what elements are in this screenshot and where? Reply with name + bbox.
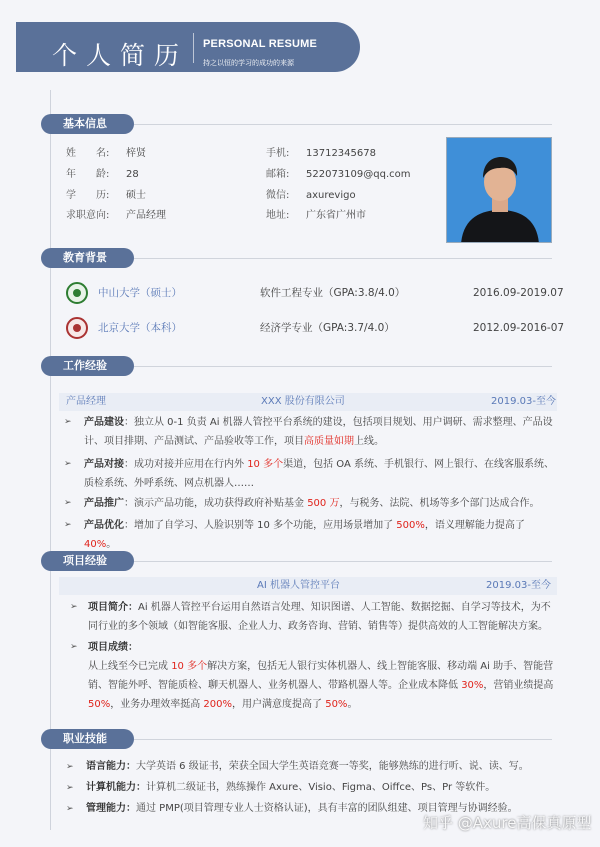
- page-subtitle: 持之以恒的学习的成功的来源: [203, 59, 294, 67]
- section-work-title: 工作经验: [41, 356, 134, 376]
- degree-label: 学 历:: [66, 190, 110, 201]
- skill-item: 语言能力：大学英语 6 级证书，荣获全国大学生英语竞赛一等奖，能够熟练的进行听、说、读、写。: [86, 761, 529, 772]
- work-item: 产品推广：演示产品功能，成功获得政府补贴基金 500 万，与税务、法院、机场等多个部门达成合作。: [84, 498, 540, 509]
- bullet-arrow-icon: ➢: [66, 762, 74, 772]
- edu-period: 2012.09-2016-07: [473, 322, 565, 334]
- address-value: 广东省广州市: [306, 210, 366, 221]
- address-label: 地址:: [266, 210, 290, 221]
- work-period: 2019.03-至今: [491, 396, 556, 407]
- skill-item: 计算机能力：计算机二级证书，熟练操作 Axure、Visio、Figma、Oiffce、Ps、Pr 等软件。: [86, 782, 496, 793]
- phone-label: 手机:: [266, 148, 290, 159]
- divider: [134, 366, 552, 367]
- degree-value: 硕士: [126, 190, 146, 201]
- bullet-arrow-icon: ➢: [64, 498, 72, 508]
- sysu-logo: [66, 282, 88, 304]
- profile-photo: [446, 137, 552, 243]
- section-project-title: 项目经验: [41, 551, 134, 571]
- name-value: 梓贤: [126, 148, 146, 159]
- section-education-title: 教育背景: [41, 248, 134, 268]
- project-intro-line2: 同行业的多个领域（如智能客服、企业人力、政务咨询、营销、销售等）提供高效的人工智能解决方案。: [88, 621, 548, 632]
- age-label: 年 龄:: [66, 169, 110, 180]
- skill-item: 管理能力：通过 PMP(项目管理专业人士资格认证)，具有丰富的团队组建、项目管理与协调经验。: [86, 803, 518, 814]
- bullet-arrow-icon: ➢: [70, 642, 78, 652]
- work-item: 产品建设：独立从 0-1 负责 Ai 机器人管控平台系统的建设，包括项目规划、用户调研、需求整理、产品设 计、项目排期、产品测试、产品验收等工作，项目高质量如期上线。: [84, 417, 553, 447]
- intent-label: 求职意向:: [66, 210, 110, 221]
- bullet-arrow-icon: ➢: [66, 804, 74, 814]
- watermark: 知乎 @Axure高保真原型: [423, 814, 592, 832]
- edu-major: 软件工程专业（GPA:3.8/4.0）: [260, 287, 406, 299]
- header-divider: [193, 33, 194, 63]
- edu-major: 经济学专业（GPA:3.7/4.0）: [260, 322, 395, 334]
- email-value: 522073109@qq.com: [306, 169, 411, 180]
- bullet-arrow-icon: ➢: [66, 783, 74, 793]
- email-label: 邮箱:: [266, 169, 290, 180]
- divider: [134, 258, 552, 259]
- work-item: 产品优化：增加了自学习、人脸识别等 10 多个功能，应用场景增加了 500%，语义理解能力提高了 40%。: [84, 520, 525, 550]
- section-skills-title: 职业技能: [41, 729, 134, 749]
- name-label: 姓 名:: [66, 148, 110, 159]
- bullet-arrow-icon: ➢: [64, 417, 72, 427]
- work-company: XXX 股份有限公司: [261, 396, 345, 407]
- wechat-label: 微信:: [266, 190, 290, 201]
- age-value: 28: [126, 169, 139, 180]
- work-item: 产品对接：成功对接并应用在行内外 10 多个渠道，包括 OA 系统、手机银行、网上银行、在线客服系统、 质检系统、外呼系统、网点机器人……: [84, 459, 554, 489]
- wechat-value: axurevigo: [306, 190, 356, 201]
- project-result-title: 项目成绩：: [88, 642, 138, 653]
- bullet-arrow-icon: ➢: [70, 602, 78, 612]
- divider: [134, 124, 552, 125]
- phone-value: 13712345678: [306, 148, 376, 159]
- work-role: 产品经理: [66, 396, 106, 407]
- pku-logo: [66, 317, 88, 339]
- project-intro: 项目简介：Ai 机器人管控平台运用自然语言处理、知识图谱、人工智能、数据挖掘、自学习等技术，为不: [88, 602, 551, 613]
- divider: [134, 561, 552, 562]
- section-basic-title: 基本信息: [41, 114, 134, 134]
- edu-school: 北京大学（本科）: [98, 322, 182, 334]
- page-title: 个人简历: [52, 41, 189, 70]
- project-period: 2019.03-至今: [486, 580, 551, 591]
- project-result: 从上线至今已完成 10 多个解决方案，包括无人银行实体机器人、线上智能客服、移动端 Ai 助手、智能营 销、智能外呼、智能质检、聊天机器人、业务机器人、带路机器人等。企业成本降低 30%，营销业绩提高 50%，业务办理效率挺高 200%，用户满意度提高了 50%。: [88, 661, 554, 710]
- timeline-line: [50, 90, 51, 830]
- edu-period: 2016.09-2019.07: [473, 287, 564, 299]
- divider: [134, 739, 552, 740]
- edu-school: 中山大学（硕士）: [98, 287, 182, 299]
- bullet-arrow-icon: ➢: [64, 520, 72, 530]
- bullet-arrow-icon: ➢: [64, 459, 72, 469]
- intent-value: 产品经理: [126, 210, 166, 221]
- page-title-en: PERSONAL RESUME: [203, 38, 318, 50]
- project-name: AI 机器人管控平台: [257, 580, 340, 591]
